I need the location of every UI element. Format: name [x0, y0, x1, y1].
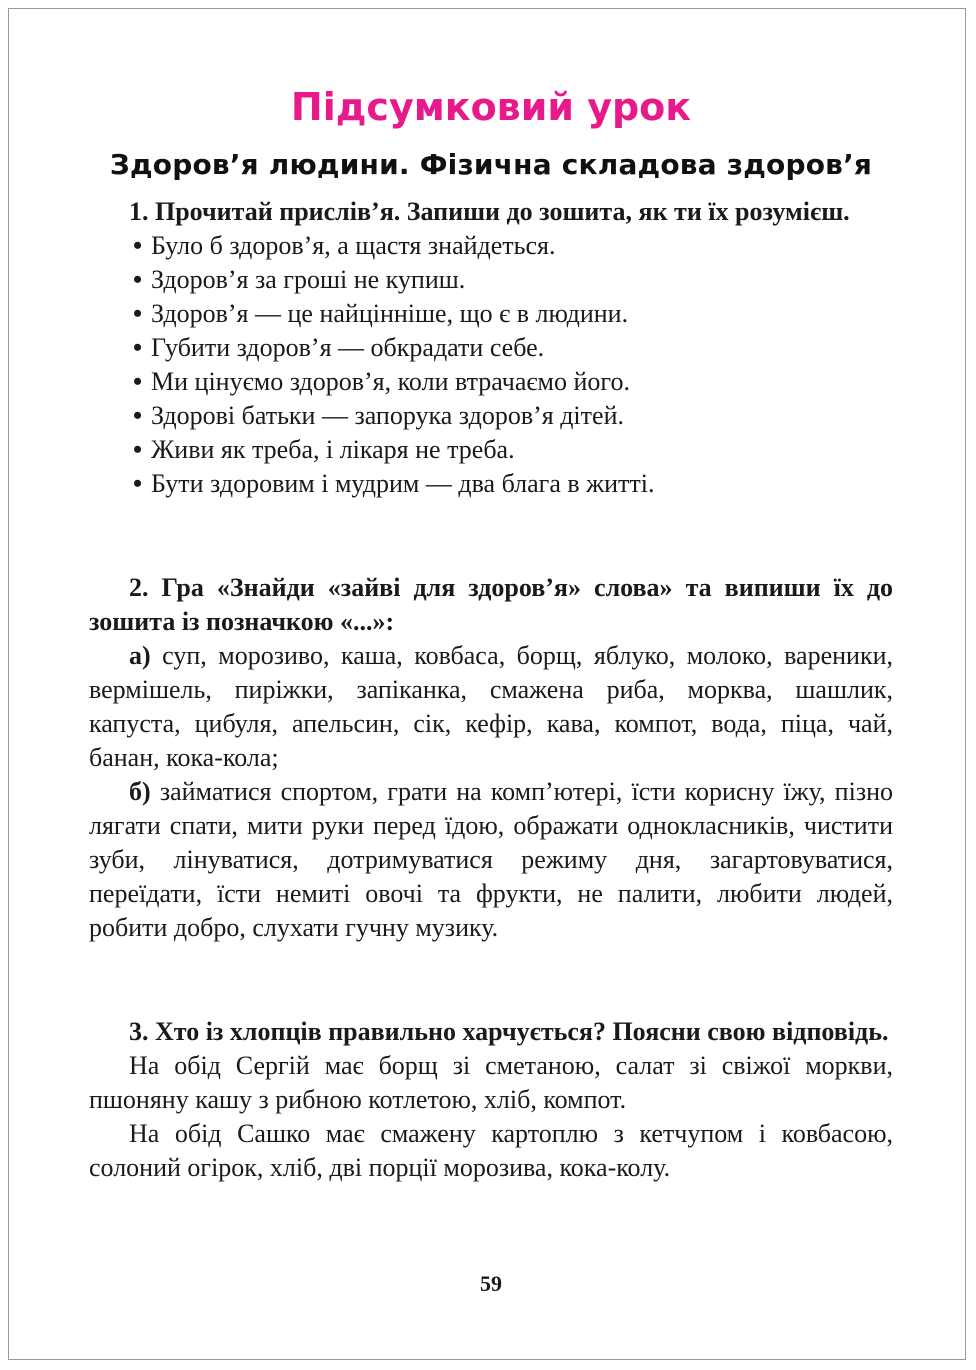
proverb-text: Губити здоров’я — обкрадати себе.: [151, 333, 545, 362]
bullet-icon: •: [133, 299, 143, 328]
list-item: [133, 433, 893, 467]
textbook-page: [8, 8, 966, 1360]
bullet-icon: •: [133, 265, 143, 294]
bullet-icon: •: [133, 469, 143, 498]
task-3-paragraph-1: На обід Сергій має борщ зі сметаною, салат зі свіжої моркви, пшоняну кашу з рибною котлетою, хліб, компот.: [89, 1051, 893, 1114]
task-2-number: 2.: [129, 573, 149, 602]
task-3-heading: [89, 1015, 893, 1049]
proverb-text: Здоров’я за гроші не купиш.: [151, 265, 466, 294]
task-2-heading-text: Гра «Знайди «зайві для здоров’я» слова» та випиши їх до зошита із позначкою «...»:: [89, 573, 894, 636]
task-2-part-a: [89, 639, 893, 775]
task-1: [89, 195, 893, 501]
proverb-text: Здорові батьки — запорука здоров’я дітей.: [151, 401, 624, 430]
task-1-heading-text: Прочитай прислів’я. Запиши до зошита, як ти їх розумієш.: [155, 197, 850, 226]
list-item: [133, 263, 893, 297]
bullet-icon: •: [133, 333, 143, 362]
list-item: [133, 467, 893, 501]
task-3-paragraph-2: На обід Сашко має смажену картоплю з кетчупом і ковбасою, солоний огірок, хліб, дві порції морозива, кока-колу.: [89, 1119, 893, 1182]
list-item: [133, 399, 893, 433]
bullet-icon: •: [133, 231, 143, 260]
page-subtitle: Здоров’я людини. Фізична складова здоров’я: [109, 148, 873, 181]
proverbs-list: [89, 229, 893, 501]
part-b-label: б): [129, 777, 151, 806]
part-a-text: суп, морозиво, каша, ковбаса, борщ, яблуко, молоко, вареники, вермішель, пиріжки, запіканка, смажена риба, морква, шашлик, капуста, цибуля, апельсин, сік, кефір, кава, компот, вода, піца, чай, банан, кока-кола;: [89, 641, 893, 772]
bullet-icon: •: [133, 367, 143, 396]
list-item: [133, 297, 893, 331]
task-3: [89, 1015, 893, 1185]
part-a-label: а): [129, 641, 151, 670]
task-2: [89, 571, 893, 945]
list-item: [133, 365, 893, 399]
proverb-text: Здоров’я — це найцінніше, що є в людини.: [151, 299, 629, 328]
part-b-text: займатися спортом, грати на комп’ютері, їсти корисну їжу, пізно лягати спати, мити руки перед їдою, ображати однокласників, чистити зуби, лінуватися, дотримуватися режиму дня, загартовуватися, переїдати, їсти немиті овочі та фрукти, не палити, любити людей, робити добро, слухати гучну музику.: [89, 777, 894, 942]
proverb-text: Ми цінуємо здоров’я, коли втрачаємо його.: [151, 367, 630, 396]
task-3-number: 3.: [129, 1017, 149, 1046]
list-item: [133, 229, 893, 263]
page-title: Підсумковий урок: [290, 85, 692, 129]
list-item: [133, 331, 893, 365]
task-2-heading: [89, 571, 893, 639]
task-3-heading-text: Хто із хлопців правильно харчується? Поясни свою відповідь.: [155, 1017, 889, 1046]
bullet-icon: •: [133, 401, 143, 430]
proverb-text: Живи як треба, і лікаря не треба.: [151, 435, 515, 464]
task-2-part-b: [89, 775, 893, 945]
proverb-text: Бути здоровим і мудрим — два блага в житті.: [151, 469, 655, 498]
bullet-icon: •: [133, 435, 143, 464]
task-1-number: 1.: [129, 197, 149, 226]
task-1-heading: [89, 195, 893, 229]
page-number: 59: [480, 1271, 502, 1296]
proverb-text: Було б здоров’я, а щастя знайдеться.: [151, 231, 556, 260]
